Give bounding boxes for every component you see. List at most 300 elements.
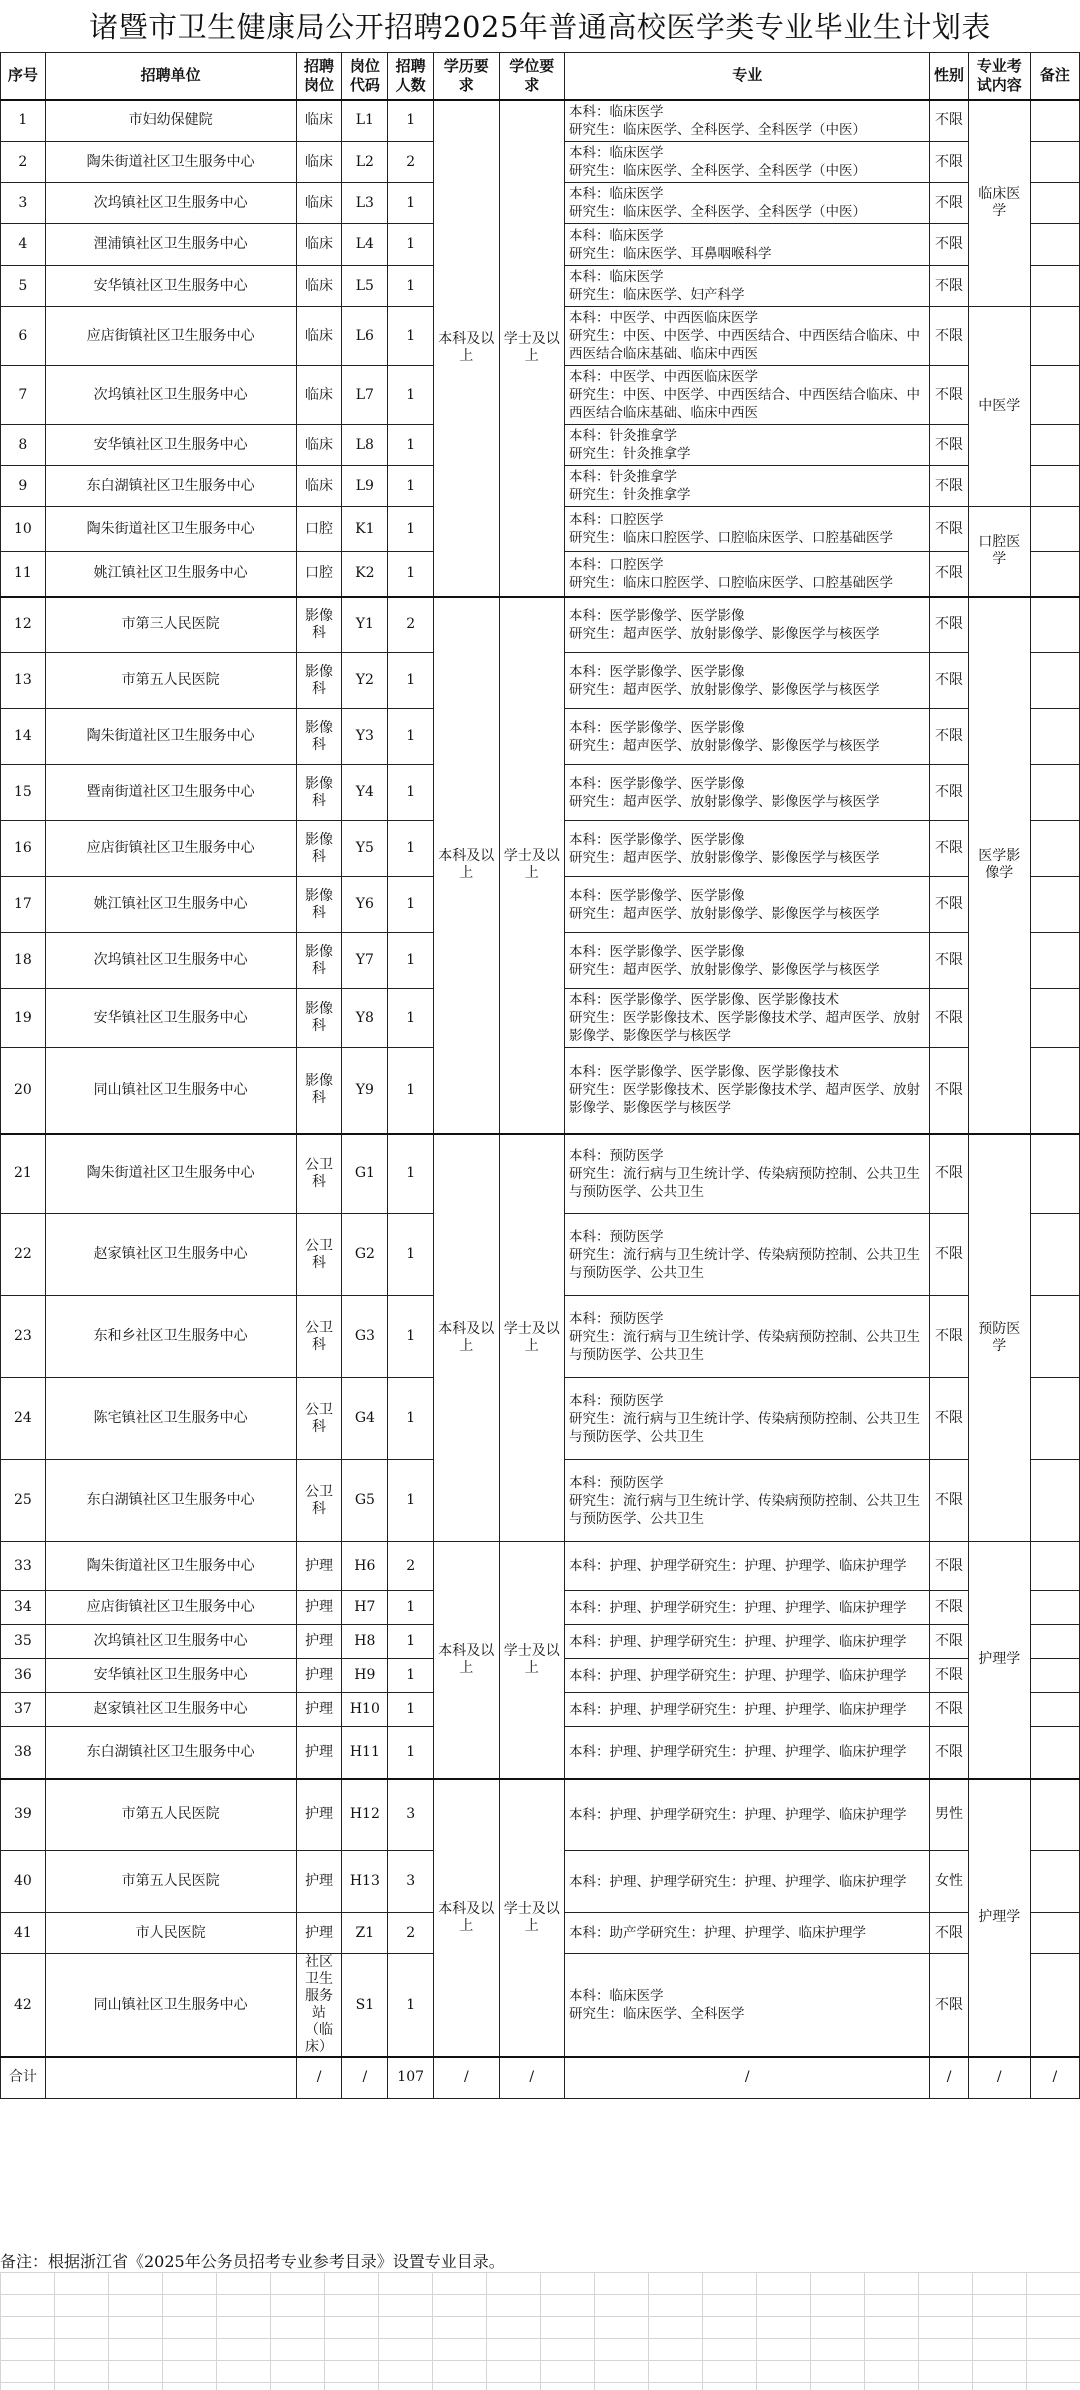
major-text: 本科：预防医学 研究生：流行病与卫生统计学、传染病预防控制、公共卫生与预防医学、公共卫生 (568, 1392, 920, 1445)
cell-note (1030, 1134, 1079, 1214)
cell-index: 5 (1, 266, 46, 307)
major-text: 本科：护理、护理学研究生：护理、护理学、临床护理学 (568, 1806, 907, 1823)
cell-note (1030, 507, 1079, 552)
cell-gender: 不限 (930, 765, 968, 821)
cell-post: 临床 (296, 100, 342, 142)
cell-code: L9 (342, 466, 388, 507)
cell-note (1030, 1378, 1079, 1460)
cell-gender: 不限 (930, 1625, 968, 1659)
cell-note (1030, 877, 1079, 933)
cell-index: 41 (1, 1913, 46, 1954)
cell-unit: 应店街镇社区卫生服务中心 (45, 1591, 296, 1625)
major-text: 本科：针灸推拿学 研究生：针灸推拿学 (568, 428, 691, 462)
cell-post: 影像科 (296, 1048, 342, 1134)
cell-exam: 口腔医学 (968, 507, 1030, 597)
cell-code: Z1 (342, 1913, 388, 1954)
cell-post: 临床 (296, 466, 342, 507)
cell-unit: 姚江镇社区卫生服务中心 (45, 877, 296, 933)
cell-post: 口腔 (296, 507, 342, 552)
cell-index: 25 (1, 1460, 46, 1542)
cell-code: Y1 (342, 597, 388, 653)
cell-index: 24 (1, 1378, 46, 1460)
cell-index: 22 (1, 1214, 46, 1296)
cell-note (1030, 1659, 1079, 1693)
cell-gender: 不限 (930, 1913, 968, 1954)
cell-major (564, 709, 929, 765)
cell-code: G3 (342, 1296, 388, 1378)
cell-major (564, 1460, 929, 1542)
cell-code: H13 (342, 1851, 388, 1913)
cell-code: Y2 (342, 653, 388, 709)
cell-code: / (342, 2057, 388, 2098)
header-gender: 性别 (930, 53, 968, 100)
cell-exam: / (968, 2057, 1030, 2098)
cell-index: 23 (1, 1296, 46, 1378)
cell-major (564, 1693, 929, 1727)
major-text: 本科：中医学、中西医临床医学 研究生：中医、中医学、中西医结合、中西医结合临床、中西医结合临床基础、临床中西医 (568, 310, 920, 362)
cell-index: 35 (1, 1625, 46, 1659)
cell-index: 17 (1, 877, 46, 933)
cell-count: 1 (388, 709, 434, 765)
cell-major (564, 765, 929, 821)
cell-unit: 安华镇社区卫生服务中心 (45, 1659, 296, 1693)
cell-note (1030, 933, 1079, 989)
cell-major (564, 425, 929, 466)
cell-index: 39 (1, 1779, 46, 1851)
major-text: 本科：中医学、中西医临床医学 研究生：中医、中医学、中西医结合、中西医结合临床、中西医结合临床基础、临床中西医 (568, 369, 920, 421)
cell-index: 13 (1, 653, 46, 709)
cell-unit: 东和乡社区卫生服务中心 (45, 1296, 296, 1378)
cell-index: 1 (1, 100, 46, 142)
cell-count: 1 (388, 877, 434, 933)
major-text: 本科：护理、护理学研究生：护理、护理学、临床护理学 (568, 1633, 907, 1650)
major-text: 本科：针灸推拿学 研究生：针灸推拿学 (568, 469, 691, 503)
cell-code: L7 (342, 366, 388, 425)
cell-major (564, 1048, 929, 1134)
cell-gender: / (930, 2057, 968, 2098)
cell-major (564, 1851, 929, 1913)
table-row (1, 1134, 1080, 1214)
cell-degree: / (499, 2057, 564, 2098)
cell-code: H12 (342, 1779, 388, 1851)
cell-index: 7 (1, 366, 46, 425)
cell-exam: 预防医学 (968, 1134, 1030, 1542)
cell-count: 1 (388, 933, 434, 989)
cell-code: H9 (342, 1659, 388, 1693)
cell-gender: 男性 (930, 1779, 968, 1851)
cell-note (1030, 425, 1079, 466)
cell-code: H7 (342, 1591, 388, 1625)
cell-unit: 暨南街道社区卫生服务中心 (45, 765, 296, 821)
cell-count: 1 (388, 466, 434, 507)
cell-gender: 不限 (930, 933, 968, 989)
cell-gender: 不限 (930, 266, 968, 307)
cell-index: 34 (1, 1591, 46, 1625)
cell-unit (45, 2057, 296, 2098)
cell-index: 6 (1, 307, 46, 366)
cell-index: 16 (1, 821, 46, 877)
major-text: 本科：临床医学 研究生：临床医学、全科医学 (568, 1988, 745, 2022)
table-row (1, 1779, 1080, 1851)
major-text: 本科：护理、护理学研究生：护理、护理学、临床护理学 (568, 1873, 907, 1890)
cell-unit: 赵家镇社区卫生服务中心 (45, 1214, 296, 1296)
cell-unit: 应店街镇社区卫生服务中心 (45, 307, 296, 366)
cell-gender: 不限 (930, 1460, 968, 1542)
major-text: 本科：医学影像学、医学影像、医学影像技术 研究生：医学影像技术、医学影像技术学、超声医学、放射影像学、影像医学与核医学 (568, 992, 920, 1044)
cell-code: H10 (342, 1693, 388, 1727)
cell-post: 影像科 (296, 765, 342, 821)
cell-major (564, 653, 929, 709)
cell-major (564, 100, 929, 142)
cell-post: 临床 (296, 307, 342, 366)
cell-note (1030, 266, 1079, 307)
cell-count: 1 (388, 224, 434, 266)
cell-unit: 市第五人民医院 (45, 1851, 296, 1913)
major-text: 本科：医学影像学、医学影像 研究生：超声医学、放射影像学、影像医学与核医学 (568, 775, 880, 810)
cell-major (564, 1591, 929, 1625)
cell-post: 影像科 (296, 709, 342, 765)
cell-count: 1 (388, 1625, 434, 1659)
cell-major (564, 1727, 929, 1779)
cell-code: Y9 (342, 1048, 388, 1134)
cell-unit: 安华镇社区卫生服务中心 (45, 989, 296, 1048)
cell-post: 护理 (296, 1727, 342, 1779)
header-count: 招聘人数 (388, 53, 434, 100)
cell-unit: 次坞镇社区卫生服务中心 (45, 183, 296, 224)
cell-gender: 不限 (930, 821, 968, 877)
cell-unit: 陈宅镇社区卫生服务中心 (45, 1378, 296, 1460)
cell-unit: 赵家镇社区卫生服务中心 (45, 1693, 296, 1727)
cell-gender: 不限 (930, 1591, 968, 1625)
cell-gender: 不限 (930, 366, 968, 425)
cell-major (564, 1296, 929, 1378)
cell-count: 1 (388, 1954, 434, 2058)
cell-exam: 中医学 (968, 307, 1030, 507)
cell-post: 护理 (296, 1659, 342, 1693)
cell-index: 4 (1, 224, 46, 266)
header-post: 招聘岗位 (296, 53, 342, 100)
table-row (1, 1542, 1080, 1591)
cell-code: Y4 (342, 765, 388, 821)
cell-post: 护理 (296, 1779, 342, 1851)
major-text: 本科：医学影像学、医学影像 研究生：超声医学、放射影像学、影像医学与核医学 (568, 607, 880, 642)
cell-gender: 不限 (930, 1296, 968, 1378)
cell-note (1030, 100, 1079, 142)
cell-degree: 学士及以上 (499, 1134, 564, 1542)
major-text: 本科：临床医学 研究生：临床医学、妇产科学 (568, 269, 745, 303)
cell-unit: 东白湖镇社区卫生服务中心 (45, 1460, 296, 1542)
cell-count: 1 (388, 100, 434, 142)
cell-index: 42 (1, 1954, 46, 2058)
cell-count: 3 (388, 1851, 434, 1913)
cell-unit: 应店街镇社区卫生服务中心 (45, 821, 296, 877)
cell-post: 临床 (296, 183, 342, 224)
cell-note (1030, 821, 1079, 877)
cell-note (1030, 709, 1079, 765)
cell-unit: 陶朱街道社区卫生服务中心 (45, 507, 296, 552)
cell-count: 1 (388, 1659, 434, 1693)
cell-note (1030, 183, 1079, 224)
cell-code: G5 (342, 1460, 388, 1542)
cell-count: 1 (388, 266, 434, 307)
cell-post: 影像科 (296, 933, 342, 989)
cell-index: 3 (1, 183, 46, 224)
cell-count: 1 (388, 552, 434, 597)
cell-gender: 不限 (930, 1214, 968, 1296)
major-text: 本科：护理、护理学研究生：护理、护理学、临床护理学 (568, 1667, 907, 1684)
cell-note (1030, 765, 1079, 821)
cell-gender: 不限 (930, 653, 968, 709)
recruitment-table (0, 52, 1080, 2099)
cell-count: 1 (388, 425, 434, 466)
major-text: 本科：口腔医学 研究生：临床口腔医学、口腔临床医学、口腔基础医学 (568, 512, 893, 546)
header-index: 序号 (1, 53, 46, 100)
cell-post: 护理 (296, 1591, 342, 1625)
cell-count: 1 (388, 821, 434, 877)
major-text: 本科：临床医学 研究生：临床医学、全科医学、全科医学（中医） (568, 103, 866, 138)
cell-note (1030, 366, 1079, 425)
cell-unit: 市第五人民医院 (45, 1779, 296, 1851)
cell-unit: 次坞镇社区卫生服务中心 (45, 933, 296, 989)
cell-unit: 陶朱街道社区卫生服务中心 (45, 709, 296, 765)
cell-note (1030, 142, 1079, 183)
major-text: 本科：口腔医学 研究生：临床口腔医学、口腔临床医学、口腔基础医学 (568, 556, 893, 591)
cell-major (564, 552, 929, 597)
cell-post: 公卫科 (296, 1378, 342, 1460)
cell-index: 18 (1, 933, 46, 989)
cell-post: 临床 (296, 224, 342, 266)
cell-count: 2 (388, 597, 434, 653)
major-text: 本科：预防医学 研究生：流行病与卫生统计学、传染病预防控制、公共卫生与预防医学、公共卫生 (568, 1228, 920, 1281)
cell-index: 15 (1, 765, 46, 821)
header-education: 学历要求 (434, 53, 499, 100)
cell-gender: 不限 (930, 1378, 968, 1460)
cell-education: 本科及以上 (434, 1134, 499, 1542)
cell-note (1030, 1296, 1079, 1378)
cell-code: H11 (342, 1727, 388, 1779)
cell-gender: 不限 (930, 877, 968, 933)
cell-post: 护理 (296, 1913, 342, 1954)
cell-post: 护理 (296, 1542, 342, 1591)
cell-code: L2 (342, 142, 388, 183)
header-note: 备注 (1030, 53, 1079, 100)
cell-major (564, 224, 929, 266)
cell-gender: 不限 (930, 1693, 968, 1727)
cell-code: Y7 (342, 933, 388, 989)
cell-code: S1 (342, 1954, 388, 2058)
cell-note (1030, 1727, 1079, 1779)
cell-post: 护理 (296, 1693, 342, 1727)
cell-note (1030, 224, 1079, 266)
cell-major (564, 366, 929, 425)
cell-exam: 护理学 (968, 1779, 1030, 2058)
cell-count: 1 (388, 1214, 434, 1296)
cell-total-label: 合计 (1, 2057, 46, 2098)
cell-gender: 不限 (930, 224, 968, 266)
cell-degree: 学士及以上 (499, 100, 564, 597)
cell-count: 1 (388, 989, 434, 1048)
cell-major (564, 989, 929, 1048)
cell-major (564, 507, 929, 552)
header-degree: 学位要求 (499, 53, 564, 100)
cell-exam: 临床医学 (968, 100, 1030, 307)
cell-code: L1 (342, 100, 388, 142)
cell-education: 本科及以上 (434, 100, 499, 597)
cell-post: 护理 (296, 1851, 342, 1913)
cell-count: 1 (388, 1048, 434, 1134)
cell-index: 20 (1, 1048, 46, 1134)
cell-count: 1 (388, 1460, 434, 1542)
cell-gender: 不限 (930, 307, 968, 366)
cell-note (1030, 1779, 1079, 1851)
cell-code: L3 (342, 183, 388, 224)
cell-unit: 东白湖镇社区卫生服务中心 (45, 466, 296, 507)
cell-major: / (564, 2057, 929, 2098)
cell-note (1030, 1542, 1079, 1591)
cell-major (564, 821, 929, 877)
cell-gender: 不限 (930, 1134, 968, 1214)
cell-code: L4 (342, 224, 388, 266)
cell-major (564, 1214, 929, 1296)
cell-gender: 不限 (930, 142, 968, 183)
cell-count: 1 (388, 507, 434, 552)
cell-unit: 浬浦镇社区卫生服务中心 (45, 224, 296, 266)
cell-gender: 不限 (930, 709, 968, 765)
cell-post: 公卫科 (296, 1134, 342, 1214)
major-text: 本科：护理、护理学研究生：护理、护理学、临床护理学 (568, 1599, 907, 1616)
cell-note (1030, 1693, 1079, 1727)
cell-degree: 学士及以上 (499, 597, 564, 1134)
cell-code: Y5 (342, 821, 388, 877)
cell-index: 19 (1, 989, 46, 1048)
cell-note (1030, 989, 1079, 1048)
cell-post: 影像科 (296, 821, 342, 877)
cell-note (1030, 1460, 1079, 1542)
cell-note (1030, 653, 1079, 709)
cell-gender: 不限 (930, 989, 968, 1048)
cell-note (1030, 1954, 1079, 2058)
cell-gender: 不限 (930, 1954, 968, 2058)
cell-code: Y8 (342, 989, 388, 1048)
major-text: 本科：助产学研究生：护理、护理学、临床护理学 (568, 1925, 866, 1941)
cell-unit: 次坞镇社区卫生服务中心 (45, 1625, 296, 1659)
cell-major (564, 307, 929, 366)
cell-post: 临床 (296, 366, 342, 425)
major-text: 本科：临床医学 研究生：临床医学、全科医学、全科医学（中医） (568, 145, 866, 179)
cell-count: 1 (388, 183, 434, 224)
cell-note (1030, 552, 1079, 597)
cell-exam: 医学影像学 (968, 597, 1030, 1134)
cell-major (564, 1954, 929, 2058)
cell-index: 33 (1, 1542, 46, 1591)
cell-index: 12 (1, 597, 46, 653)
total-row (1, 2057, 1080, 2098)
cell-gender: 不限 (930, 183, 968, 224)
major-text: 本科：预防医学 研究生：流行病与卫生统计学、传染病预防控制、公共卫生与预防医学、公共卫生 (568, 1310, 920, 1363)
cell-post: 公卫科 (296, 1460, 342, 1542)
cell-major (564, 1913, 929, 1954)
spreadsheet-empty-grid (0, 2272, 1080, 2390)
cell-unit: 陶朱街道社区卫生服务中心 (45, 142, 296, 183)
header-unit: 招聘单位 (45, 53, 296, 100)
cell-count: 1 (388, 1693, 434, 1727)
cell-code: G2 (342, 1214, 388, 1296)
cell-major (564, 1542, 929, 1591)
cell-post: 口腔 (296, 552, 342, 597)
cell-count: 1 (388, 765, 434, 821)
cell-note (1030, 1048, 1079, 1134)
cell-exam: 护理学 (968, 1542, 1030, 1779)
cell-code: K2 (342, 552, 388, 597)
cell-index: 10 (1, 507, 46, 552)
cell-degree: 学士及以上 (499, 1542, 564, 1779)
cell-unit: 市妇幼保健院 (45, 100, 296, 142)
cell-gender: 不限 (930, 1727, 968, 1779)
cell-count: 3 (388, 1779, 434, 1851)
cell-unit: 市第五人民医院 (45, 653, 296, 709)
cell-count: 1 (388, 366, 434, 425)
cell-index: 40 (1, 1851, 46, 1913)
cell-code: L6 (342, 307, 388, 366)
cell-index: 21 (1, 1134, 46, 1214)
major-text: 本科：预防医学 研究生：流行病与卫生统计学、传染病预防控制、公共卫生与预防医学、公共卫生 (568, 1474, 920, 1527)
cell-count: 1 (388, 1296, 434, 1378)
major-text: 本科：医学影像学、医学影像 研究生：超声医学、放射影像学、影像医学与核医学 (568, 943, 880, 978)
cell-code: H6 (342, 1542, 388, 1591)
cell-code: K1 (342, 507, 388, 552)
cell-post: 公卫科 (296, 1214, 342, 1296)
cell-index: 38 (1, 1727, 46, 1779)
major-text: 本科：护理、护理学研究生：护理、护理学、临床护理学 (568, 1744, 907, 1761)
cell-unit: 安华镇社区卫生服务中心 (45, 425, 296, 466)
cell-note (1030, 597, 1079, 653)
cell-code: G4 (342, 1378, 388, 1460)
cell-unit: 市第三人民医院 (45, 597, 296, 653)
cell-major (564, 877, 929, 933)
cell-note (1030, 1591, 1079, 1625)
cell-post: 临床 (296, 425, 342, 466)
cell-index: 2 (1, 142, 46, 183)
cell-post: 公卫科 (296, 1296, 342, 1378)
cell-major (564, 1625, 929, 1659)
cell-count: 2 (388, 142, 434, 183)
cell-major (564, 933, 929, 989)
cell-degree: 学士及以上 (499, 1779, 564, 2058)
cell-major (564, 142, 929, 183)
cell-count: 107 (388, 2057, 434, 2098)
cell-post: / (296, 2057, 342, 2098)
cell-unit: 安华镇社区卫生服务中心 (45, 266, 296, 307)
cell-note: / (1030, 2057, 1079, 2098)
cell-gender: 不限 (930, 466, 968, 507)
cell-major (564, 1659, 929, 1693)
cell-post: 影像科 (296, 653, 342, 709)
cell-unit: 陶朱街道社区卫生服务中心 (45, 1542, 296, 1591)
table-row (1, 597, 1080, 653)
page-title: 诸暨市卫生健康局公开招聘2025年普通高校医学类专业毕业生计划表 (89, 10, 991, 44)
cell-count: 1 (388, 1591, 434, 1625)
cell-major (564, 1779, 929, 1851)
cell-major (564, 266, 929, 307)
cell-unit: 次坞镇社区卫生服务中心 (45, 366, 296, 425)
cell-note (1030, 1913, 1079, 1954)
cell-education: / (434, 2057, 499, 2098)
cell-gender: 不限 (930, 507, 968, 552)
cell-count: 1 (388, 1378, 434, 1460)
cell-code: Y3 (342, 709, 388, 765)
cell-gender: 女性 (930, 1851, 968, 1913)
cell-count: 2 (388, 1542, 434, 1591)
